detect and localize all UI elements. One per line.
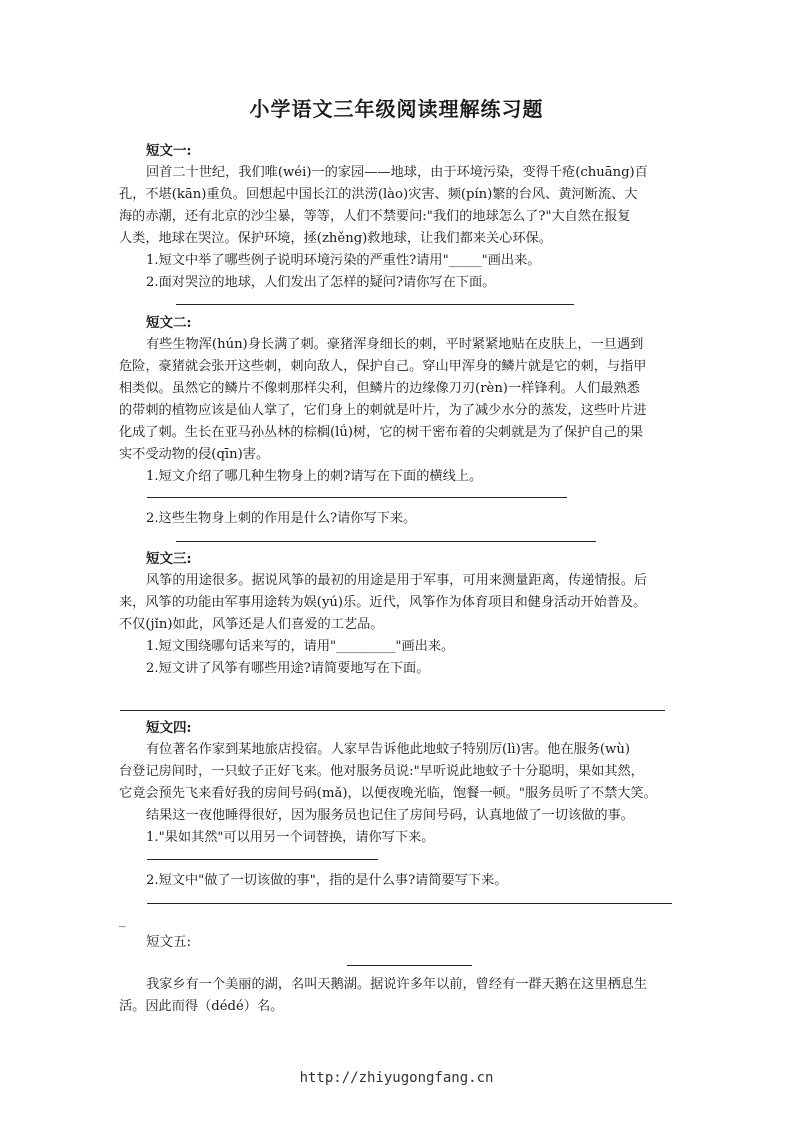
passage1-line: 孔，不堪(kān)重负。回想起中国长江的洪涝(lào)灾害、频(pín)繁的台风、黄河断流、大 [119,187,638,202]
passage1-question-1: 1.短文中举了哪些例子说明环境污染的严重性?请用"_____"画出来。 [146,253,541,268]
passage3-line: 风筝的用途很多。据说风筝的最初的用途是用于军事，可用来测量距离，传递情报。后 [146,573,648,588]
answer-line[interactable] [147,497,567,498]
passage3-question-2: 2.短文讲了风筝有哪些用途?请简要地写在下面。 [146,661,430,676]
passage1-line: 海的赤潮，还有北京的沙尘暴，等等，人们不禁要问:"我们的地球怎么了?"大自然在报复 [119,209,631,224]
passage2-line: 化成了刺。生长在亚马孙丛林的棕榈(lǘ)树，它的树干密布着的尖刺就是为了保护自己的果 [119,425,644,440]
passage4-line: 台登记房间时，一只蚊子正好飞来。他对服务员说:"早听说此地蚊子十分聪明，果如其然， [119,764,644,779]
passage3-question-1: 1.短文围绕哪句话来写的，请用"_________"画出来。 [146,639,455,654]
passage3-line: 来，风筝的功能由军事用途转为娱(yú)乐。近代，风筝作为体育项目和健身活动开始普及。 [119,595,647,610]
passage2-line: 相类似。虽然它的鳞片不像刺那样尖利，但鳞片的边缘像刀刃(rèn)一样锋利。人们最熟悉 [119,381,640,396]
answer-line[interactable] [176,304,574,305]
answer-line[interactable] [147,903,672,904]
passage4-line: 有位著名作家到某地旅店投宿。人家早告诉他此地蚊子特别厉(lì)害。他在服务(wù) [146,742,630,757]
passage5-line: 我家乡有一个美丽的湖，名叫天鹅湖。据说许多年以前，曾经有一群天鹅在这里栖息生 [146,977,648,992]
passage4-question-2: 2.短文中"做了一切该做的事"，指的是什么事?请简要写下来。 [146,873,508,888]
passage4-line: 它竟会预先飞来看好我的房间号码(mǎ)，以便夜晚光临，饱餐一顿。"服务员听了不禁大笑。 [119,786,657,801]
passage4-line: 结果这一夜他睡得很好，因为服务员也记住了房间号码，认真地做了一切该做的事。 [146,808,634,823]
passage1-question-2: 2.面对哭泣的地球，人们发出了怎样的疑问?请你写在下面。 [146,275,496,290]
passage3-line: 不仅(jǐn)如此，风筝还是人们喜爱的工艺品。 [119,617,384,632]
passage2-heading: 短文二: [146,315,192,331]
passage2-line: 实不受动物的侵(qīn)害。 [119,447,270,462]
passage5-line: 活。因此而得（dédé）名。 [119,999,284,1014]
passage2-question-2: 2.这些生物身上刺的作用是什么?请你写下来。 [146,511,417,526]
passage1-line: 人类，地球在哭泣。保护环境，拯(zhěng)救地球，让我们都来关心环保。 [119,231,552,246]
page-title: 小学语文三年级阅读理解练习题 [249,97,544,121]
answer-line[interactable] [176,541,596,542]
passage4-heading: 短文四: [146,720,192,736]
passage5-heading: 短文五: [146,934,192,950]
passage2-line: 有些生物浑(hún)身长满了刺。豪猪浑身细长的刺，平时紧紧地贴在皮肤上，一旦遇到 [146,337,644,352]
passage2-question-1: 1.短文介绍了哪几种生物身上的刺?请写在下面的横线上。 [146,469,483,484]
passage4-question-1: 1."果如其然"可以用另一个词替换，请你写下来。 [146,830,435,845]
passage2-line: 的带刺的植物应该是仙人掌了，它们身上的刺就是叶片，为了减少水分的蒸发，这些叶片进 [119,403,647,418]
answer-line[interactable] [347,965,472,966]
passage3-heading: 短文三: [146,551,192,567]
passage2-line: 危险，豪猪就会张开这些刺，刺向敌人，保护自己。穿山甲浑身的鳞片就是它的刺，与指甲 [119,359,647,374]
passage1-line: 回首二十世纪，我们唯(wéi)一的家园——地球，由于环境污染，变得千疮(chuāng)百 [146,165,648,180]
answer-line[interactable] [147,859,378,860]
footer-url[interactable]: http://zhiyugongfang.cn [299,1070,494,1086]
answer-line[interactable] [120,710,665,711]
passage1-heading: 短文一: [146,143,192,159]
stray-underscore: _ [119,913,126,928]
